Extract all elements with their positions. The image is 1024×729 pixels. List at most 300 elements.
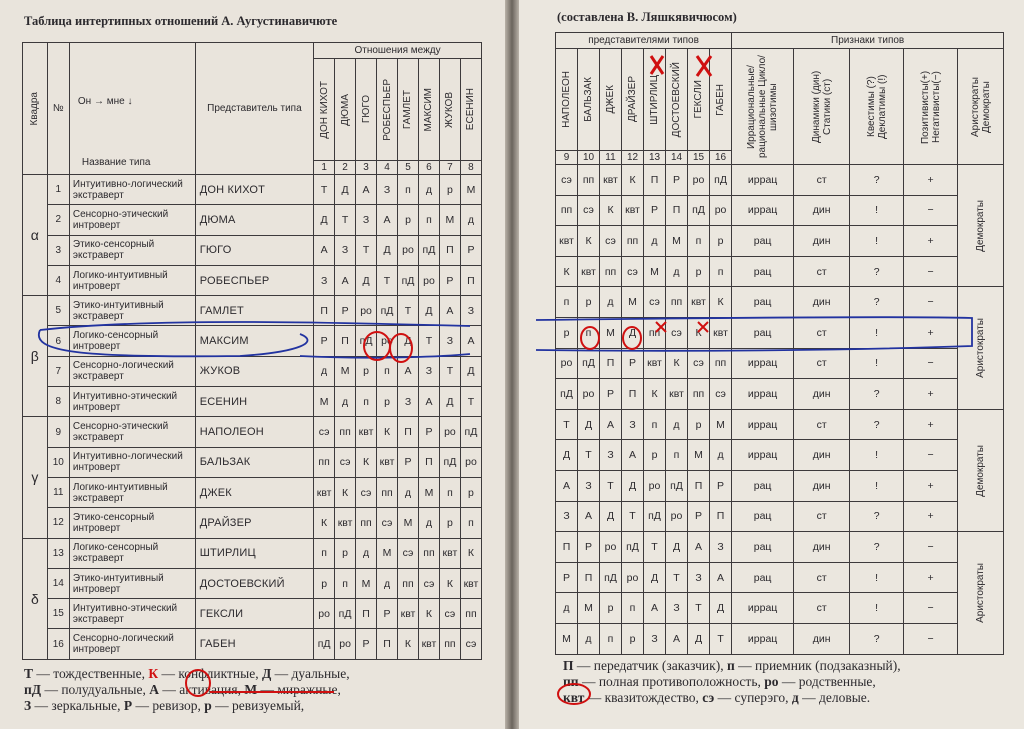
relation-cell: П — [335, 326, 356, 356]
table-row — [23, 447, 482, 477]
sign-cell: − — [904, 623, 958, 654]
row-num: 1 — [47, 175, 69, 205]
table-row — [556, 532, 1004, 563]
relation-cell: сэ — [666, 317, 688, 348]
col-type-label: ГАМЛЕТ — [402, 89, 414, 130]
sign-cell: + — [904, 470, 958, 501]
legend-text: П — [563, 658, 574, 673]
sign-cell: ! — [850, 226, 904, 257]
relation-cell: М — [398, 508, 419, 538]
relation-cell: р — [439, 175, 460, 205]
sign-cell: иррац — [732, 623, 794, 654]
relation-cell: р — [314, 568, 335, 598]
sign-cell: + — [904, 562, 958, 593]
relation-cell: п — [356, 387, 377, 417]
representative-header: Представитель типа — [195, 43, 313, 175]
sign-col-label: Квестимы (?) Деклатимы (!) — [865, 74, 888, 139]
relation-cell: Т — [578, 440, 600, 471]
legend-line — [563, 690, 1013, 706]
col-num: 4 — [377, 161, 398, 175]
relation-cell: пп — [418, 538, 439, 568]
relation-cell: П — [666, 195, 688, 226]
sign-cell: ? — [850, 379, 904, 410]
sign-cell: ! — [850, 317, 904, 348]
sign-cell: рац — [732, 501, 794, 532]
sign-cell: ? — [850, 165, 904, 196]
type-name: Интуитивно-логический экстраверт — [69, 175, 195, 205]
relation-cell: р — [460, 477, 481, 507]
relation-cell: сэ — [335, 447, 356, 477]
relation-cell: пп — [600, 256, 622, 287]
relation-cell: Р — [710, 470, 732, 501]
relation-cell: сэ — [578, 195, 600, 226]
table-row — [23, 175, 482, 205]
relation-cell: М — [710, 409, 732, 440]
relation-cell: ро — [688, 165, 710, 196]
col-num: 13 — [644, 151, 666, 165]
sign-cell: + — [904, 317, 958, 348]
legend-text: — активация, — [159, 682, 245, 697]
relation-cell: К — [335, 477, 356, 507]
relation-cell: К — [418, 599, 439, 629]
relation-cell: ро — [314, 599, 335, 629]
relation-cell: Р — [460, 235, 481, 265]
kvadra-cell: α — [23, 175, 48, 296]
relation-cell: Т — [439, 356, 460, 386]
sign-cell: иррац — [732, 165, 794, 196]
relation-cell: сэ — [644, 287, 666, 318]
relation-cell: А — [377, 205, 398, 235]
relation-cell: П — [418, 447, 439, 477]
type-name: Этико-сенсорный экстраверт — [69, 235, 195, 265]
table-row — [556, 440, 1004, 471]
legend-text: — родственные, — [778, 674, 876, 689]
type-name: Логико-сенсорный интроверт — [69, 326, 195, 356]
relation-cell: З — [600, 440, 622, 471]
relation-cell: п — [335, 568, 356, 598]
right-legend — [563, 658, 1013, 706]
relation-cell: д — [644, 226, 666, 257]
row-num: 12 — [47, 508, 69, 538]
legend-text: д — [791, 690, 799, 705]
relation-cell: А — [460, 326, 481, 356]
relation-cell: А — [600, 409, 622, 440]
left-page-title: Таблица интертипных отношений А. Аугустинавичюте — [24, 14, 338, 28]
relation-cell: р — [600, 593, 622, 624]
col-type-label: ДЮМА — [339, 93, 351, 126]
row-num: 15 — [47, 599, 69, 629]
legend-line — [563, 658, 1013, 674]
sign-cell: ? — [850, 623, 904, 654]
type-name: Сенсорно-логический экстраверт — [69, 356, 195, 386]
relation-cell: сэ — [314, 417, 335, 447]
relation-cell: Р — [335, 296, 356, 326]
relation-cell: М — [460, 175, 481, 205]
col-num: 16 — [710, 151, 732, 165]
relation-cell: р — [439, 508, 460, 538]
relation-cell: д — [460, 205, 481, 235]
relation-cell: п — [688, 226, 710, 257]
sign-col-header — [732, 49, 794, 165]
relation-cell: Т — [460, 387, 481, 417]
sign-col-label: Аристократы Демократы — [969, 76, 992, 137]
table-row — [23, 205, 482, 235]
col-type-label: ДОН КИХОТ — [318, 80, 330, 139]
relation-cell: квт — [377, 447, 398, 477]
relation-cell: пД — [356, 326, 377, 356]
relation-cell: квт — [622, 195, 644, 226]
table-row — [556, 379, 1004, 410]
sign-cell: дин — [794, 623, 850, 654]
relation-cell: К — [710, 287, 732, 318]
relation-cell: квт — [335, 508, 356, 538]
relation-cell: д — [666, 256, 688, 287]
table-row — [23, 296, 482, 326]
legend-text: — зеркальные, — [31, 698, 124, 713]
type-name-header — [69, 43, 195, 175]
relation-cell: З — [460, 296, 481, 326]
relation-cell: А — [398, 356, 419, 386]
relation-cell: пп — [439, 629, 460, 659]
relation-cell: Д — [418, 296, 439, 326]
relation-cell: Т — [356, 235, 377, 265]
relation-cell: р — [356, 356, 377, 386]
table-row — [556, 562, 1004, 593]
legend-text: Т — [24, 666, 34, 681]
type-name: Интуитивно-этический экстраверт — [69, 599, 195, 629]
relation-cell: квт — [710, 317, 732, 348]
legend-text: ро — [764, 674, 779, 689]
relation-cell: З — [688, 562, 710, 593]
relation-cell: ро — [622, 562, 644, 593]
relation-cell: Р — [418, 417, 439, 447]
relation-cell: пД — [710, 165, 732, 196]
relation-cell: К — [314, 508, 335, 538]
relation-cell: П — [398, 417, 419, 447]
relation-cell: Д — [600, 501, 622, 532]
sign-cell: − — [904, 348, 958, 379]
relation-cell: сэ — [377, 508, 398, 538]
relation-cell: пп — [398, 568, 419, 598]
relation-cell: ро — [666, 501, 688, 532]
relation-cell: З — [556, 501, 578, 532]
relation-cell: р — [644, 440, 666, 471]
table-row — [556, 623, 1004, 654]
relation-cell: ро — [439, 417, 460, 447]
relation-cell: А — [356, 175, 377, 205]
relation-cell: пп — [666, 287, 688, 318]
relation-cell: ро — [556, 348, 578, 379]
col-num: 9 — [556, 151, 578, 165]
relation-cell: П — [688, 470, 710, 501]
row-num: 8 — [47, 387, 69, 417]
relation-cell: п — [460, 508, 481, 538]
sign-col-label: Динамики (дин) Статики (ст) — [810, 70, 833, 143]
sign-cell: рац — [732, 317, 794, 348]
relation-cell: квт — [644, 348, 666, 379]
table-row — [556, 287, 1004, 318]
relation-cell: Т — [556, 409, 578, 440]
type-name-label: Название типа — [81, 157, 151, 168]
relation-cell: А — [418, 387, 439, 417]
sign-cell: ст — [794, 501, 850, 532]
relation-cell: п — [314, 538, 335, 568]
relation-cell: ро — [600, 532, 622, 563]
legend-text: п — [726, 658, 735, 673]
representative: ГАБЕН — [195, 629, 313, 659]
relation-cell: Д — [644, 562, 666, 593]
relation-cell: р — [335, 538, 356, 568]
sign-col-header — [904, 49, 958, 165]
legend-text: М — [244, 682, 258, 697]
representative: ГАМЛЕТ — [195, 296, 313, 326]
col-type-label: НАПОЛЕОН — [561, 71, 572, 128]
col-type-10 — [578, 49, 600, 151]
relation-cell: пп — [460, 599, 481, 629]
sign-cell: ст — [794, 317, 850, 348]
sign-cell: дин — [794, 470, 850, 501]
sign-cell: дин — [794, 532, 850, 563]
sign-cell: ст — [794, 593, 850, 624]
col-num: 15 — [688, 151, 710, 165]
sign-cell: ст — [794, 348, 850, 379]
relation-cell: П — [460, 265, 481, 295]
relation-cell: К — [398, 629, 419, 659]
col-type-6 — [418, 59, 439, 161]
sign-cell: − — [904, 532, 958, 563]
col-type-4 — [377, 59, 398, 161]
relation-cell: К — [356, 447, 377, 477]
relation-cell: Д — [556, 440, 578, 471]
col-type-15 — [688, 49, 710, 151]
table-row — [23, 629, 482, 659]
relation-cell: П — [439, 235, 460, 265]
representative: ГЕКСЛИ — [195, 599, 313, 629]
relation-cell: Д — [398, 326, 419, 356]
relation-cell: ро — [398, 235, 419, 265]
col-num: 11 — [600, 151, 622, 165]
col-num: 6 — [418, 161, 439, 175]
relation-cell: п — [622, 593, 644, 624]
col-type-2 — [335, 59, 356, 161]
relation-cell: квт — [688, 287, 710, 318]
relation-cell: К — [600, 195, 622, 226]
col-type-1 — [314, 59, 335, 161]
relation-cell: пп — [314, 447, 335, 477]
col-num: 8 — [460, 161, 481, 175]
relation-cell: пД — [377, 296, 398, 326]
relation-cell: квт — [418, 629, 439, 659]
relation-cell: Т — [666, 562, 688, 593]
row-num: 4 — [47, 265, 69, 295]
relation-cell: Р — [666, 165, 688, 196]
relation-cell: Т — [600, 470, 622, 501]
relation-cell: пп — [578, 165, 600, 196]
relation-cell: П — [556, 532, 578, 563]
col-type-label: ШТИРЛИЦ — [649, 74, 660, 125]
relation-cell: Д — [439, 387, 460, 417]
relation-cell: П — [356, 599, 377, 629]
table-row — [556, 593, 1004, 624]
group-label: Демократы — [975, 444, 987, 497]
representative: ДРАЙЗЕР — [195, 508, 313, 538]
table-row — [23, 508, 482, 538]
legend-text: — ревизор, — [132, 698, 205, 713]
sign-cell: ст — [794, 256, 850, 287]
relation-cell: Т — [622, 501, 644, 532]
type-name: Сенсорно-этический интроверт — [69, 205, 195, 235]
relation-cell: М — [556, 623, 578, 654]
legend-line — [24, 666, 494, 682]
relation-cell: п — [377, 356, 398, 386]
table-row — [23, 387, 482, 417]
sign-col-header — [850, 49, 904, 165]
table-row — [23, 326, 482, 356]
legend-text: — конфликтные, — [158, 666, 262, 681]
relation-cell: р — [377, 387, 398, 417]
relation-cell: ро — [356, 296, 377, 326]
relation-cell: К — [460, 538, 481, 568]
relation-cell: Р — [644, 195, 666, 226]
type-name: Этико-интуитивный интроверт — [69, 568, 195, 598]
sign-cell: ст — [794, 165, 850, 196]
legend-text: Р — [123, 698, 133, 713]
relation-cell: п — [556, 287, 578, 318]
relation-cell: З — [578, 470, 600, 501]
relation-cell: пп — [688, 379, 710, 410]
relation-cell: Р — [556, 562, 578, 593]
sign-cell: ст — [794, 409, 850, 440]
relation-cell: п — [666, 440, 688, 471]
row-num: 13 — [47, 538, 69, 568]
relation-cell: З — [622, 409, 644, 440]
group-cell — [958, 165, 1004, 287]
relation-cell: п — [710, 256, 732, 287]
relation-cell: А — [578, 501, 600, 532]
table-row — [556, 165, 1004, 196]
relation-cell: р — [710, 226, 732, 257]
row-num: 10 — [47, 447, 69, 477]
sign-cell: ? — [850, 501, 904, 532]
relation-cell: квт — [600, 165, 622, 196]
relation-cell: Т — [335, 205, 356, 235]
legend-text: З — [24, 698, 32, 713]
col-type-9 — [556, 49, 578, 151]
relation-cell: Р — [600, 379, 622, 410]
sign-col-label: Иррациональные/ рациональные Цикло/шизотимы — [746, 55, 780, 158]
sign-cell: рац — [732, 470, 794, 501]
sign-cell: − — [904, 440, 958, 471]
relation-cell: пп — [710, 348, 732, 379]
relation-cell: п — [644, 409, 666, 440]
relation-cell: Д — [622, 317, 644, 348]
relation-cell: сэ — [556, 165, 578, 196]
sign-col-label: Позитивисты(+) Негативисты(−) — [919, 69, 942, 144]
sign-cell: рац — [732, 562, 794, 593]
relation-cell: А — [644, 593, 666, 624]
relation-cell: П — [314, 296, 335, 326]
relation-cell: Д — [377, 235, 398, 265]
type-name: Сенсорно-логический интроверт — [69, 629, 195, 659]
type-name: Логико-сенсорный экстраверт — [69, 538, 195, 568]
relation-cell: Д — [356, 265, 377, 295]
col-type-label: ГАБЕН — [715, 83, 727, 116]
legend-text: — квазитождество, — [584, 690, 703, 705]
sign-cell: иррац — [732, 593, 794, 624]
relation-cell: А — [710, 562, 732, 593]
col-type-label: ДЖЕК — [605, 85, 616, 114]
relation-cell: р — [688, 409, 710, 440]
relation-cell: п — [578, 317, 600, 348]
relation-cell: пД — [644, 501, 666, 532]
table-row — [556, 256, 1004, 287]
representative: ГЮГО — [195, 235, 313, 265]
relation-cell: М — [666, 226, 688, 257]
relation-cell: пД — [398, 265, 419, 295]
representative: ДЮМА — [195, 205, 313, 235]
sign-cell: ? — [850, 256, 904, 287]
sign-cell: ! — [850, 440, 904, 471]
relation-cell: пп — [335, 417, 356, 447]
sign-cell: рац — [732, 226, 794, 257]
relation-cell: ро — [418, 265, 439, 295]
col-num: 3 — [356, 161, 377, 175]
table-row — [23, 477, 482, 507]
relation-cell: П — [644, 165, 666, 196]
sign-cell: ! — [850, 348, 904, 379]
col-type-label: БАЛЬЗАК — [583, 77, 594, 122]
relation-cell: ро — [710, 195, 732, 226]
relation-cell: З — [644, 623, 666, 654]
relation-cell: А — [335, 265, 356, 295]
relation-cell: П — [578, 562, 600, 593]
representative: ЖУКОВ — [195, 356, 313, 386]
sign-cell: ? — [850, 287, 904, 318]
group-label: Демократы — [975, 199, 987, 252]
group-label: Аристократы — [975, 562, 987, 623]
relation-cell: д — [356, 538, 377, 568]
table-row — [23, 568, 482, 598]
relation-cell: М — [377, 538, 398, 568]
row-num: 6 — [47, 326, 69, 356]
relation-cell: М — [622, 287, 644, 318]
legend-text: пп — [563, 674, 579, 689]
relation-cell: пп — [622, 226, 644, 257]
row-num: 2 — [47, 205, 69, 235]
col-type-13 — [644, 49, 666, 151]
relation-cell: квт — [439, 538, 460, 568]
relation-cell: квт — [356, 417, 377, 447]
row-num: 7 — [47, 356, 69, 386]
relation-cell: д — [710, 440, 732, 471]
table-row — [23, 417, 482, 447]
on-mne-label: Он → мне ↓ — [77, 96, 133, 107]
col-type-label: ДРАЙЗЕР — [627, 76, 638, 123]
sign-cell: иррац — [732, 379, 794, 410]
row-num: 11 — [47, 477, 69, 507]
relation-cell: Т — [644, 532, 666, 563]
relation-cell: сэ — [710, 379, 732, 410]
relation-cell: З — [356, 205, 377, 235]
relation-cell: ро — [578, 379, 600, 410]
col-type-label: ЕСЕНИН — [465, 88, 477, 131]
relation-cell: Р — [688, 501, 710, 532]
relation-cell: пД — [335, 599, 356, 629]
relation-cell: п — [600, 623, 622, 654]
relation-cell: А — [666, 623, 688, 654]
table-row — [23, 265, 482, 295]
book-spine — [505, 0, 519, 729]
